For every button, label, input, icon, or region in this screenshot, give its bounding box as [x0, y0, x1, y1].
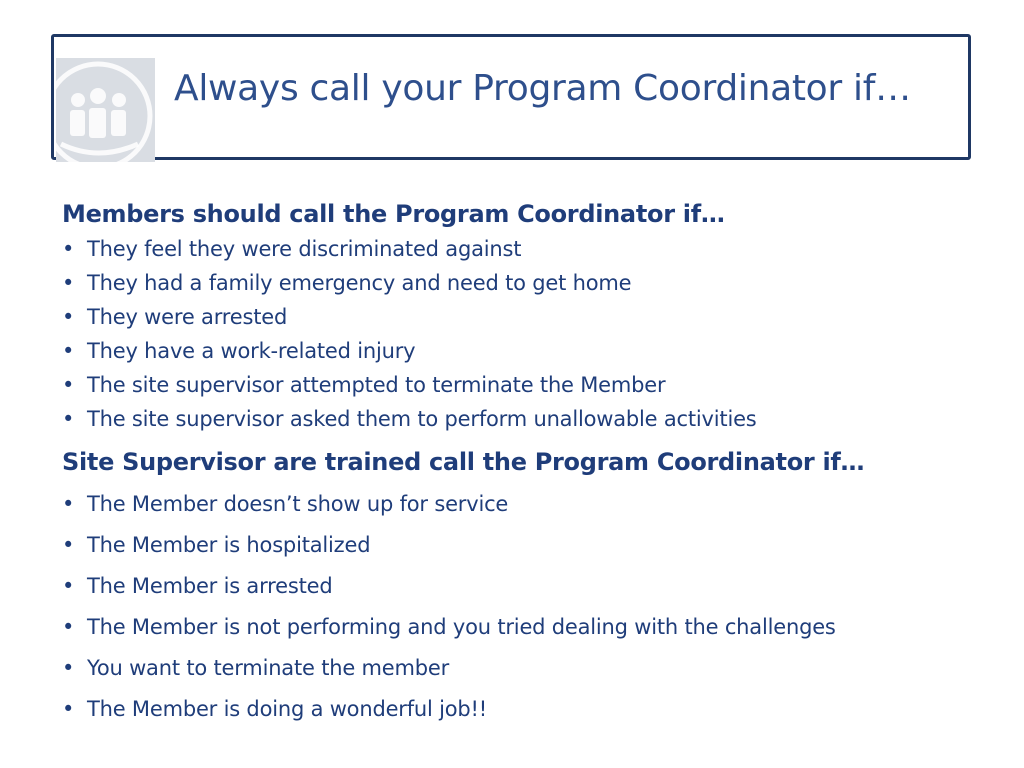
title-box: [51, 34, 971, 160]
bullet-icon: •: [62, 574, 75, 598]
list-item-text: The Member is hospitalized: [87, 533, 371, 557]
list-item: [62, 266, 962, 300]
list-item: [62, 232, 962, 266]
list-item: [62, 689, 962, 730]
page-title: Always call your Program Coordinator if…: [174, 68, 911, 109]
list-item: [62, 566, 962, 607]
list-item: [62, 607, 962, 648]
list-item-text: The Member doesn’t show up for service: [87, 492, 509, 516]
section-heading: Members should call the Program Coordinator if…: [62, 200, 725, 228]
list-item: [62, 484, 962, 525]
content-body: [62, 196, 962, 730]
bullet-icon: •: [62, 237, 75, 261]
list-item-text: They have a work-related injury: [87, 339, 416, 363]
list-item: [62, 300, 962, 334]
logo: [56, 58, 155, 162]
bullet-icon: •: [62, 697, 75, 721]
list-item-text: The Member is not performing and you tried dealing with the challenges: [87, 615, 836, 639]
list-item-text: The Member is doing a wonderful job!!: [87, 697, 487, 721]
list-item-text: They had a family emergency and need to get home: [87, 271, 632, 295]
list-item-text: They were arrested: [87, 305, 288, 329]
list-item: [62, 648, 962, 689]
bullet-icon: •: [62, 492, 75, 516]
bullet-list: [62, 232, 962, 436]
bullet-icon: •: [62, 339, 75, 363]
bullet-icon: •: [62, 305, 75, 329]
list-item-text: You want to terminate the member: [87, 656, 450, 680]
section-heading: Site Supervisor are trained call the Program Coordinator if…: [62, 448, 865, 476]
list-item-text: The Member is arrested: [87, 574, 333, 598]
list-item-text: They feel they were discriminated against: [87, 237, 522, 261]
list-item-text: The site supervisor attempted to terminate the Member: [87, 373, 666, 397]
list-item: [62, 402, 962, 436]
bullet-icon: •: [62, 271, 75, 295]
bullet-icon: •: [62, 656, 75, 680]
section-members: [62, 196, 962, 436]
section-site-supervisor: [62, 444, 962, 730]
bullet-icon: •: [62, 373, 75, 397]
bullet-list: [62, 484, 962, 730]
list-item: [62, 525, 962, 566]
bullet-icon: •: [62, 615, 75, 639]
people-group-icon: [56, 58, 155, 162]
list-item: [62, 334, 962, 368]
bullet-icon: •: [62, 533, 75, 557]
bullet-icon: •: [62, 407, 75, 431]
list-item-text: The site supervisor asked them to perform unallowable activities: [87, 407, 757, 431]
list-item: [62, 368, 962, 402]
